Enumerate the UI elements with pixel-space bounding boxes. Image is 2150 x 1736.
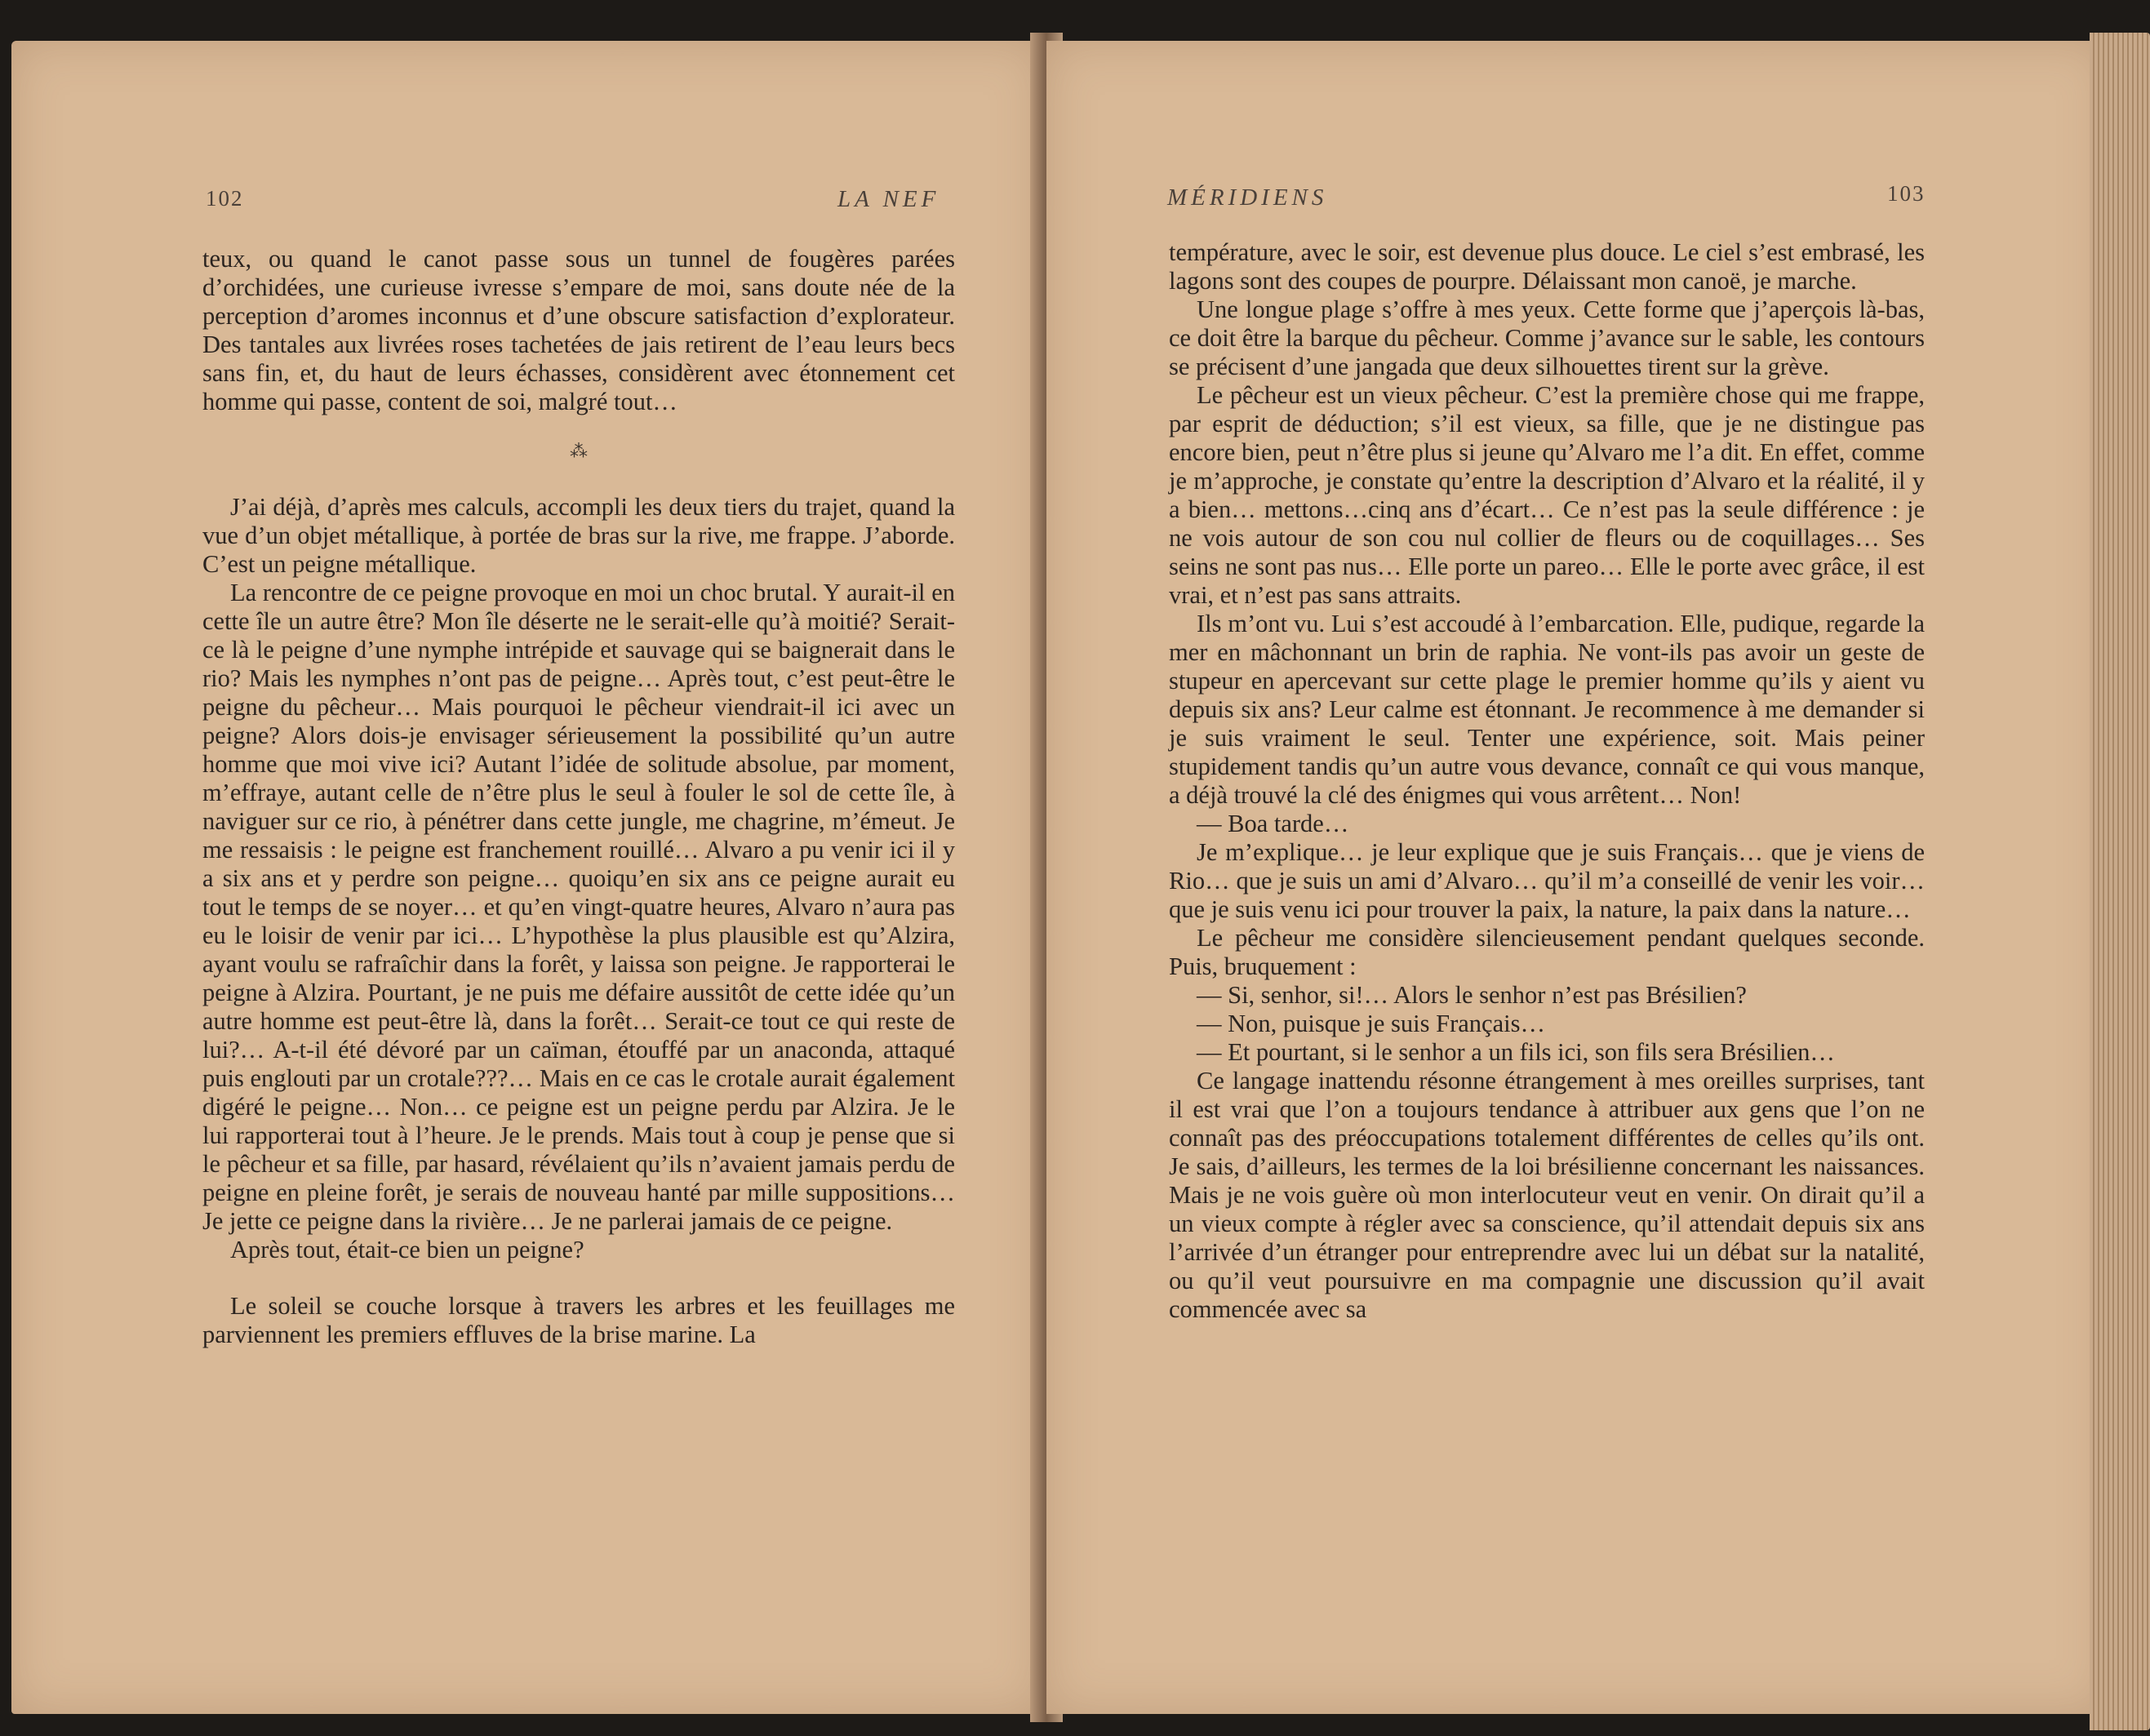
paragraph: Je m’explique… je leur explique que je suis Français… que je viens de Rio… que je suis un ami d’Alvaro… qu’il m’a conseillé de venir les voir… que je suis venu ici pour trouver la paix, la nature, la paix dans la nature… xyxy=(1169,838,1925,923)
paragraph: Le pêcheur me considère silencieusement pendant quelques seconde. Puis, bruquement : xyxy=(1169,924,1925,980)
left-page-number: 102 xyxy=(206,186,244,211)
right-running-head: MÉRIDIENS xyxy=(1167,184,1328,211)
right-page-body xyxy=(1169,238,1925,1324)
paragraph: Le soleil se couche lorsque à travers les arbres et les feuillages me parviennent les premiers effluves de la brise marine. La xyxy=(202,1292,955,1348)
paragraph: Ce langage inattendu résonne étrangement à mes oreilles surprises, tant il est vrai que l’on a toujours tendance à attribuer aux gens que l’on ne connaît pas des préoccupations totalement différentes de celles qu’ils ont. Je sais, d’ailleurs, les termes de la loi brésilienne concernant les naissances. Mais je ne vois guère où mon interlocuteur veut en venir. On dirait qu’il a un vieux compte à régler avec sa conscience, qu’il attendait depuis six ans l’arrivée d’un étranger pour entreprendre avec lui un débat sur la natalité, ou qu’il veut poursuivre en ma compagnie une discussion qu’il avait commencée avec sa xyxy=(1169,1067,1925,1323)
page-edges xyxy=(2090,33,2150,1730)
paragraph: La rencontre de ce peigne provoque en moi un choc brutal. Y aurait-il en cette île un autre être? Mon île déserte ne le serait-elle qu’à moitié? Serait-ce là le peigne d’une nymphe intrépide et sauvage qui se baignerait dans le rio? Mais les nymphes n’ont pas de peigne… Après tout, c’est peut-être le peigne du pêcheur… Mais pourquoi le pêcheur viendrait-il ici avec un peigne? Alors dois-je envisager sérieusement la possibilité qu’un autre homme que moi vive ici? Autant l’idée de solitude absolue, par moment, m’effraye, autant celle de n’être plus le seul à fouler le sol de cette île, à naviguer sur ce rio, à pénétrer dans cette jungle, me chagrine, m’émeut. Je me ressaisis : le peigne est franchement rouillé… Alvaro a pu venir ici il y a six ans et y perdre son peigne… quoiqu’en six ans ce peigne aurait eu tout le temps de se noyer… et qu’en vingt-quatre heures, Alvaro n’aura pas eu le loisir de venir par ici… L’hypothèse la plus plausible est qu’Alzira, ayant voulu se rafraîchir dans la forêt, y laissa son peigne. Je rapporterai le peigne à Alzira. Pourtant, je ne puis me défaire aussitôt de cette idée qu’un autre homme est peut-être là, dans la forêt… Serait-ce tout ce qui reste de lui?… A-t-il été dévoré par un caïman, étouffé par un anaconda, attaqué puis englouti par un crotale???… Mais en ce cas le crotale aurait également digéré le peigne… Non… ce peigne est un peigne perdu par Alzira. Je le lui rapporterai tout à l’heure. Je le prends. Mais tout à coup je pense que si le pêcheur et sa fille, par hasard, révélaient qu’ils n’avaient jamais perdu de peigne en pleine forêt, je serais de nouveau hanté par mille suppositions… Je jette ce peigne dans la rivière… Je ne parlerai jamais de ce peigne. xyxy=(202,579,955,1235)
left-running-head: LA NEF xyxy=(837,186,940,212)
dialogue-line: — Et pourtant, si le senhor a un fils ici, son fils sera Brésilien… xyxy=(1197,1038,1835,1066)
dialogue-line: — Non, puisque je suis Français… xyxy=(1197,1010,1545,1037)
paragraph: teux, ou quand le canot passe sous un tunnel de fougères parées d’orchidées, une curieuse ivresse s’empare de moi, sans doute née de la perception d’aromes inconnus et d’une obscure satisfaction d’explorateur. Des tantales aux livrées roses tachetées de jais retirent de l’eau leurs becs sans fin, et, du haut de leurs échasses, considèrent avec étonnement cet homme qui passe, content de soi, malgré tout… xyxy=(202,245,955,415)
section-break: ⁂ xyxy=(570,441,588,461)
paragraph: Le pêcheur est un vieux pêcheur. C’est la première chose qui me frappe, par esprit de déduction; s’il est vieux, sa fille, que je ne distingue pas encore bien, peut n’être plus si jeune qu’Alvaro me l’a dit. En effet, comme je m’approche, je constate qu’entre la description d’Alvaro et la réalité, il y a bien… mettons…cinq ans d’écart… Ce n’est pas la seule différence : je ne vois autour de son cou nul collier de fleurs ou de coquillages… Ses seins ne sont pas nus… Elle porte un pareo… Elle le porte avec grâce, il est vrai, et n’est pas sans attraits. xyxy=(1169,381,1925,609)
paragraph: Après tout, était-ce bien un peigne? xyxy=(230,1236,584,1263)
left-page-body xyxy=(202,245,955,1349)
right-page-number: 103 xyxy=(1887,181,1926,206)
dialogue-line: — Si, senhor, si!… Alors le senhor n’est pas Brésilien? xyxy=(1197,981,1747,1009)
paragraph: Ils m’ont vu. Lui s’est accoudé à l’embarcation. Elle, pudique, regarde la mer en mâchonnant un brin de raphia. Ne vont-ils pas avoir un geste de stupeur en apercevant sur cette plage le premier homme qu’ils y aient vu depuis six ans? Leur calme est étonnant. Je recommence à me demander si je suis vraiment le seul. Tenter une expérience, soit. Mais peiner stupidement tandis qu’un autre vous devance, connaît ce qui vous manque, a déjà trouvé la clé des énigmes qui vous arrêtent… Non! xyxy=(1169,610,1925,809)
paragraph: Une longue plage s’offre à mes yeux. Cette forme que j’aperçois là-bas, ce doit être la barque du pêcheur. Comme j’avance sur le sable, les contours se précisent d’une jangada que deux silhouettes tirent sur la grève. xyxy=(1169,295,1925,380)
dialogue-line: — Boa tarde… xyxy=(1197,810,1349,837)
paragraph: température, avec le soir, est devenue plus douce. Le ciel s’est embrasé, les lagons sont des coupes de pourpre. Délaissant mon canoë, je marche. xyxy=(1169,238,1925,295)
paragraph: J’ai déjà, d’après mes calculs, accompli les deux tiers du trajet, quand la vue d’un objet métallique, à portée de bras sur la rive, me frappe. J’aborde. C’est un peigne métallique. xyxy=(202,493,955,578)
